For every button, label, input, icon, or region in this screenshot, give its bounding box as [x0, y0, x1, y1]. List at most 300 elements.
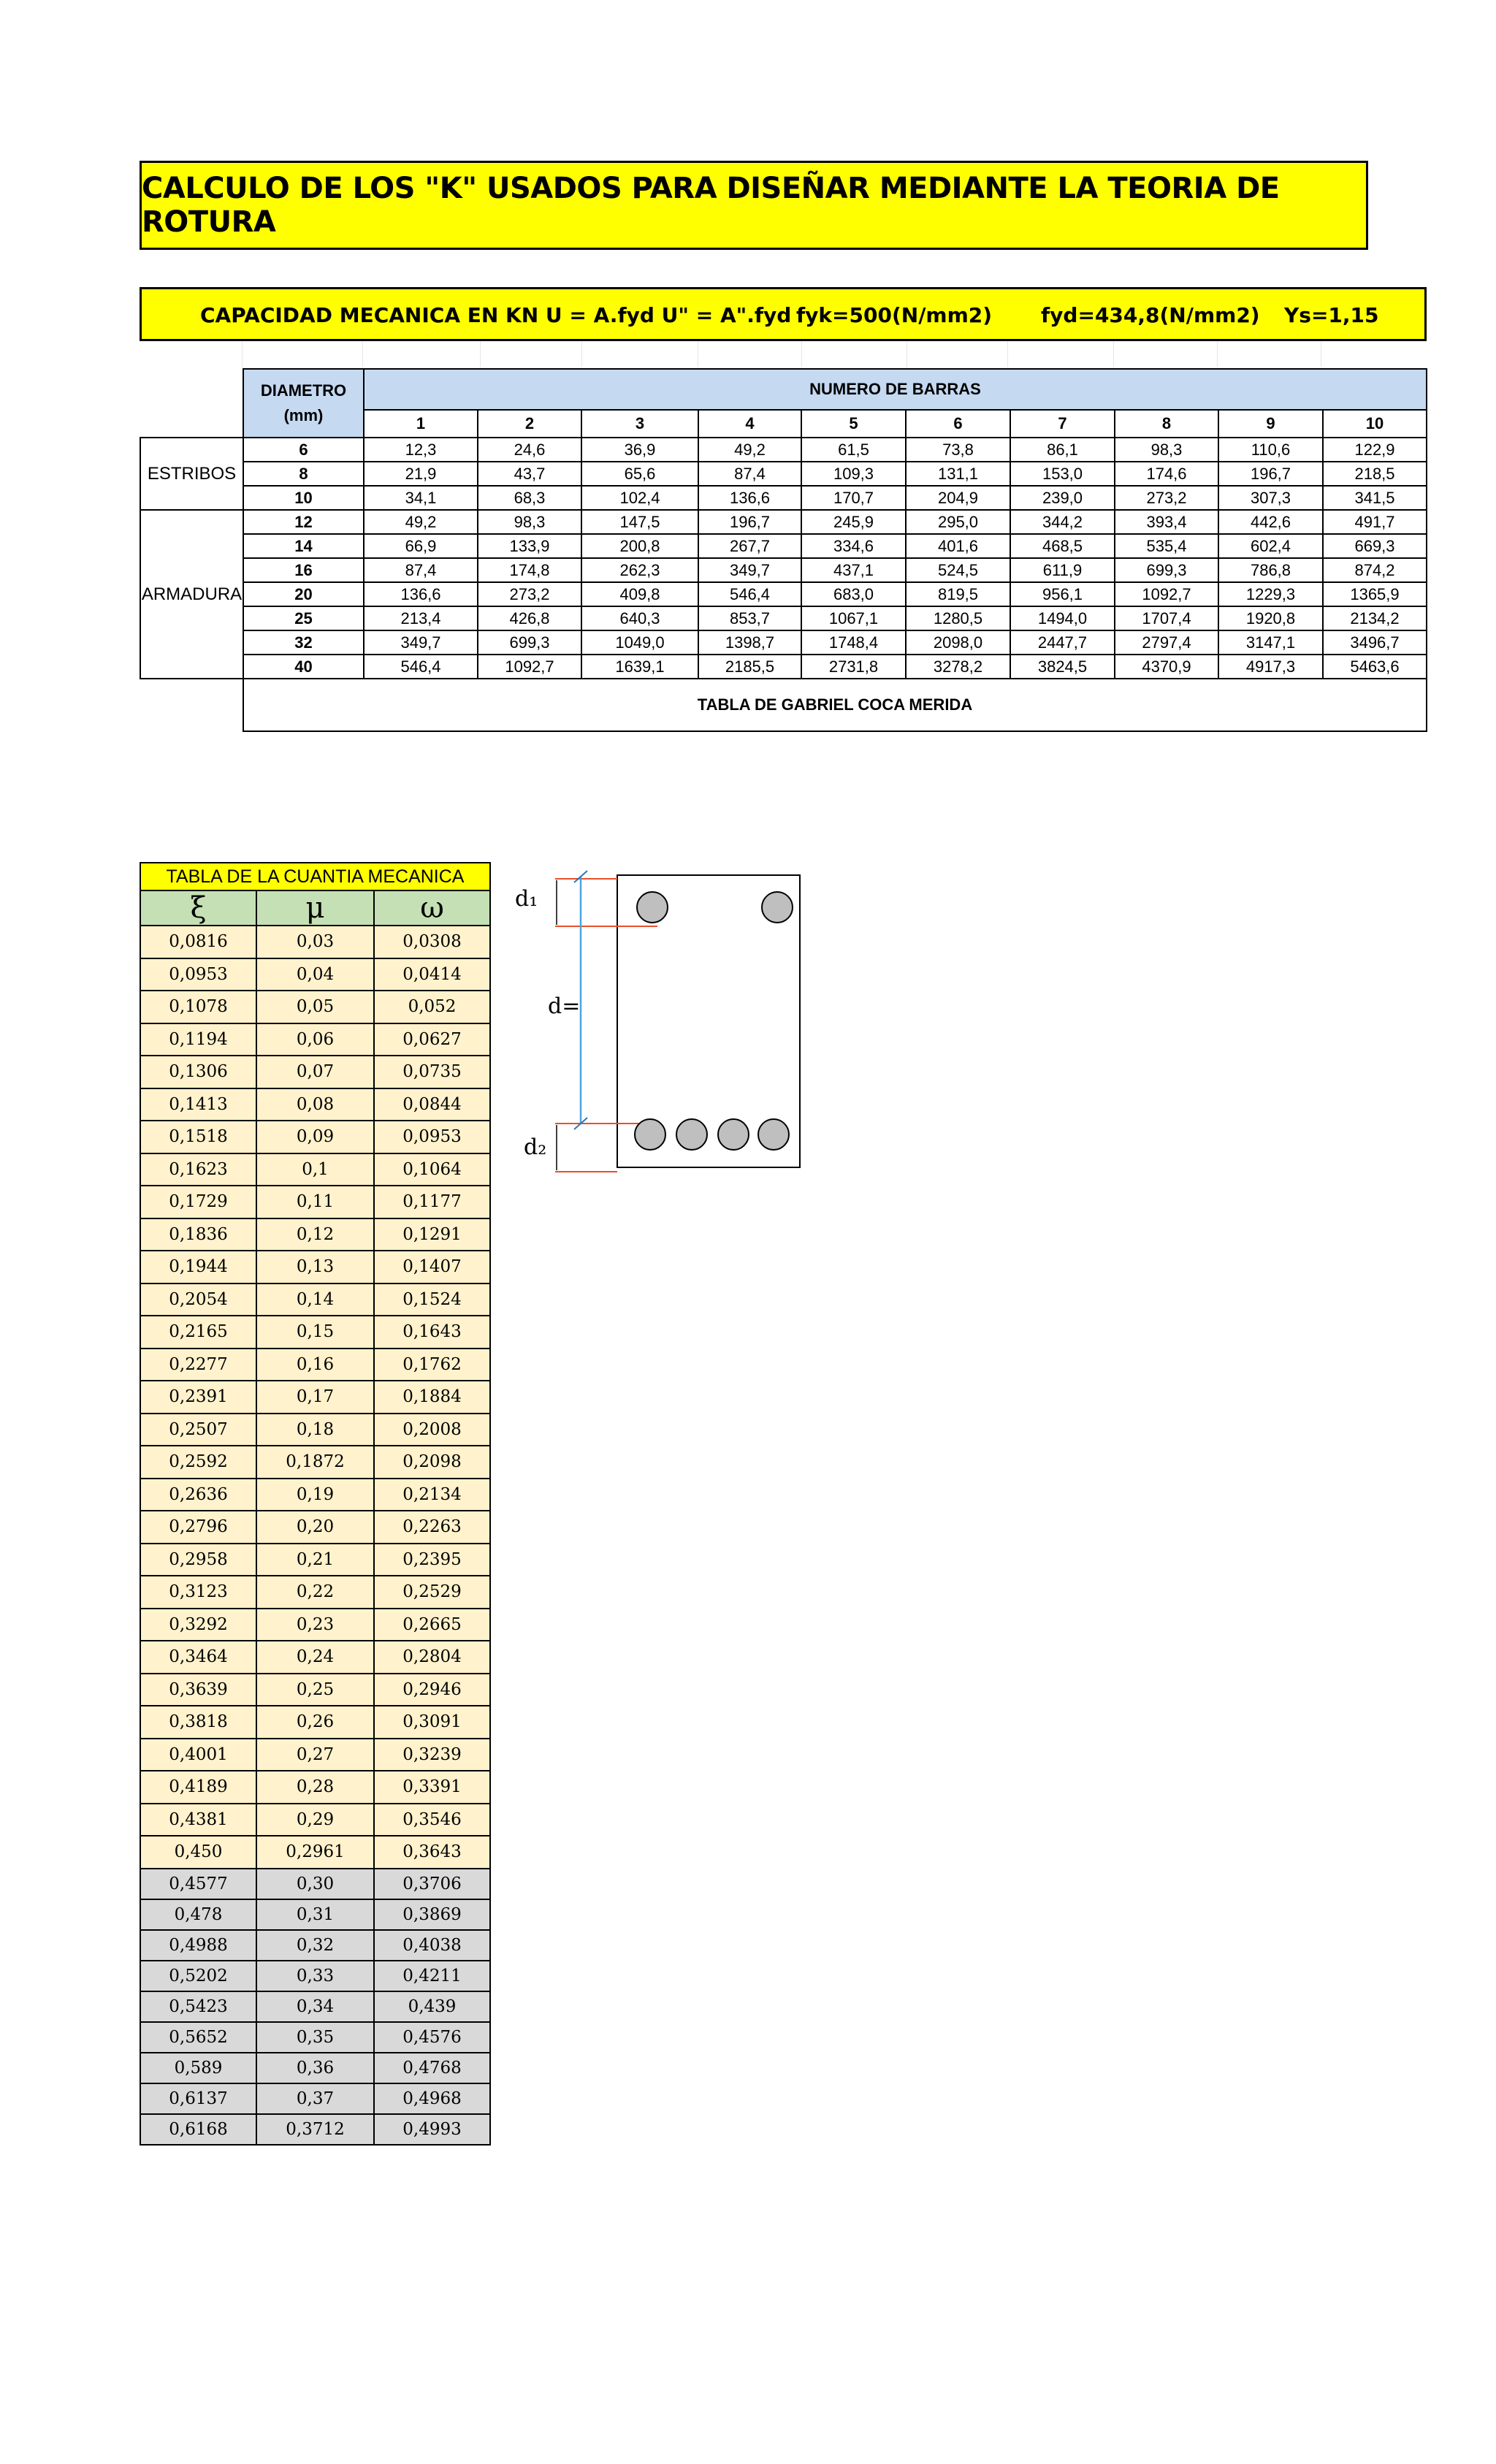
cuantia-cell: 0,5202	[140, 1961, 256, 1991]
capacity-cell: 468,5	[1010, 534, 1115, 558]
cuantia-cell: 0,1623	[140, 1153, 256, 1186]
cuantia-row	[140, 1414, 490, 1446]
capacity-cell: 334,6	[801, 534, 906, 558]
cuantia-row	[140, 1674, 490, 1706]
capacity-cell: 1494,0	[1010, 606, 1115, 630]
cuantia-cell: 0,3706	[374, 1869, 490, 1899]
cuantia-cell: 0,1291	[374, 1218, 490, 1251]
cuantia-cell: 0,2507	[140, 1414, 256, 1446]
capacity-cell: 12,3	[364, 438, 478, 462]
cuantia-cell: 0,3639	[140, 1674, 256, 1706]
capacity-cell: 133,9	[478, 534, 581, 558]
cuantia-cell: 0,2592	[140, 1446, 256, 1479]
k-table-row	[140, 582, 1427, 606]
cuantia-cell: 0,2529	[374, 1576, 490, 1609]
capacity-cell: 1639,1	[581, 655, 698, 679]
capacity-cell: 218,5	[1323, 462, 1427, 486]
capacity-cell: 1229,3	[1218, 582, 1323, 606]
cuantia-cell: 0,05	[256, 991, 374, 1023]
cuantia-cell: 0,0414	[374, 958, 490, 991]
cuantia-cell: 0,1836	[140, 1218, 256, 1251]
d-label: d=	[548, 993, 581, 1019]
top-rebar-1	[637, 892, 668, 923]
group-armadura: ARMADURA	[140, 510, 243, 679]
cuantia-cell: 0,03	[256, 926, 374, 958]
capacity-cell: 66,9	[364, 534, 478, 558]
capacity-cell: 61,5	[801, 438, 906, 462]
cuantia-row	[140, 1381, 490, 1414]
capacity-cell: 349,7	[364, 630, 478, 655]
cuantia-row	[140, 1899, 490, 1930]
cuantia-cell: 0,1762	[374, 1349, 490, 1381]
capacity-cell: 437,1	[801, 558, 906, 582]
capacity-cell: 87,4	[698, 462, 801, 486]
page-title: CALCULO DE LOS "K" USADOS PARA DISEÑAR MEDIANTE LA TEORIA DE ROTURA	[140, 161, 1368, 250]
cuantia-cell: 0,0816	[140, 926, 256, 958]
cuantia-row	[140, 1609, 490, 1641]
cuantia-cell: 0,3239	[374, 1739, 490, 1771]
k-capacity-table	[140, 368, 1427, 732]
cuantia-cell: 0,1306	[140, 1056, 256, 1088]
cuantia-cell: 0,4576	[374, 2022, 490, 2053]
capacity-cell: 1092,7	[478, 655, 581, 679]
cuantia-row	[140, 1023, 490, 1056]
cuantia-row	[140, 1641, 490, 1674]
cuantia-cell: 0,0953	[374, 1121, 490, 1153]
capacity-cell: 341,5	[1323, 486, 1427, 510]
cuantia-cell: 0,20	[256, 1511, 374, 1544]
capacity-cell: 669,3	[1323, 534, 1427, 558]
diameter-cell: 6	[243, 438, 364, 462]
capacity-cell: 267,7	[698, 534, 801, 558]
cuantia-row	[140, 1056, 490, 1088]
capacity-cell: 524,5	[906, 558, 1010, 582]
bar-count-header: 10	[1323, 410, 1427, 438]
bar-count-header: 1	[364, 410, 478, 438]
cuantia-cell: 0,1872	[256, 1446, 374, 1479]
cuantia-cell: 0,478	[140, 1899, 256, 1930]
capacity-cell: 3278,2	[906, 655, 1010, 679]
cuantia-cell: 0,2958	[140, 1544, 256, 1576]
capacity-cell: 1049,0	[581, 630, 698, 655]
cuantia-cell: 0,4189	[140, 1771, 256, 1804]
capacity-cell: 102,4	[581, 486, 698, 510]
capacity-cell: 2098,0	[906, 630, 1010, 655]
cuantia-row	[140, 2053, 490, 2083]
diameter-cell: 25	[243, 606, 364, 630]
bottom-rebar-4	[758, 1119, 789, 1150]
group-estribos: ESTRIBOS	[140, 438, 243, 510]
cuantia-cell: 0,1	[256, 1153, 374, 1186]
capacity-cell: 68,3	[478, 486, 581, 510]
diameter-cell: 20	[243, 582, 364, 606]
capacity-cell: 87,4	[364, 558, 478, 582]
capacity-cell: 2134,2	[1323, 606, 1427, 630]
capacity-cell: 1067,1	[801, 606, 906, 630]
cuantia-cell: 0,32	[256, 1930, 374, 1961]
capacity-cell: 2185,5	[698, 655, 801, 679]
cuantia-cell: 0,3123	[140, 1576, 256, 1609]
cuantia-cell: 0,3643	[374, 1836, 490, 1869]
capacity-cell: 1398,7	[698, 630, 801, 655]
capacity-cell: 43,7	[478, 462, 581, 486]
cuantia-cell: 0,052	[374, 991, 490, 1023]
capacity-formula: CAPACIDAD MECANICA EN KN U = A.fyd U" = A".fyd	[200, 303, 792, 327]
cuantia-cell: 0,2796	[140, 1511, 256, 1544]
capacity-cell: 295,0	[906, 510, 1010, 534]
capacity-cell: 344,2	[1010, 510, 1115, 534]
cuantia-row	[140, 1991, 490, 2022]
bars-header: NUMERO DE BARRAS	[364, 369, 1427, 410]
diameter-header	[243, 369, 364, 438]
cuantia-row	[140, 1804, 490, 1836]
cuantia-cell: 0,6168	[140, 2114, 256, 2145]
capacity-cell: 3496,7	[1323, 630, 1427, 655]
cuantia-cell: 0,2636	[140, 1479, 256, 1511]
top-rebar-2	[762, 892, 793, 923]
cuantia-cell: 0,13	[256, 1251, 374, 1284]
cuantia-cell: 0,0735	[374, 1056, 490, 1088]
cuantia-cell: 0,23	[256, 1609, 374, 1641]
spreadsheet-gridlines	[140, 341, 1427, 367]
capacity-cell: 3824,5	[1010, 655, 1115, 679]
capacity-cell: 611,9	[1010, 558, 1115, 582]
k-table-row	[140, 486, 1427, 510]
cuantia-row	[140, 1316, 490, 1349]
cuantia-row	[140, 1706, 490, 1739]
bar-count-header: 5	[801, 410, 906, 438]
cuantia-cell: 0,3091	[374, 1706, 490, 1739]
capacity-cell: 98,3	[478, 510, 581, 534]
cuantia-cell: 0,3292	[140, 1609, 256, 1641]
capacity-cell: 535,4	[1115, 534, 1218, 558]
cuantia-cell: 0,35	[256, 2022, 374, 2053]
capacity-cell: 98,3	[1115, 438, 1218, 462]
cuantia-cell: 0,2098	[374, 1446, 490, 1479]
cuantia-row	[140, 1930, 490, 1961]
capacity-cell: 819,5	[906, 582, 1010, 606]
cuantia-cell: 0,2395	[374, 1544, 490, 1576]
capacity-cell: 200,8	[581, 534, 698, 558]
cuantia-cell: 0,04	[256, 958, 374, 991]
capacity-cell: 86,1	[1010, 438, 1115, 462]
diameter-cell: 40	[243, 655, 364, 679]
cuantia-cell: 0,4038	[374, 1930, 490, 1961]
cuantia-cell: 0,1884	[374, 1381, 490, 1414]
cuantia-cell: 0,3464	[140, 1641, 256, 1674]
capacity-cell: 245,9	[801, 510, 906, 534]
k-table-row	[140, 462, 1427, 486]
cuantia-row	[140, 1251, 490, 1284]
cuantia-cell: 0,6137	[140, 2083, 256, 2114]
cuantia-cell: 0,4001	[140, 1739, 256, 1771]
cuantia-cell: 0,15	[256, 1316, 374, 1349]
capacity-cell: 170,7	[801, 486, 906, 510]
cuantia-cell: 0,2961	[256, 1836, 374, 1869]
cuantia-cell: 0,2165	[140, 1316, 256, 1349]
capacity-cell: 131,1	[906, 462, 1010, 486]
capacity-cell: 4370,9	[1115, 655, 1218, 679]
capacity-cell: 34,1	[364, 486, 478, 510]
capacity-cell: 349,7	[698, 558, 801, 582]
cuantia-row	[140, 2083, 490, 2114]
capacity-cell: 196,7	[698, 510, 801, 534]
cuantia-cell: 0,4968	[374, 2083, 490, 2114]
capacity-cell: 874,2	[1323, 558, 1427, 582]
capacity-cell: 401,6	[906, 534, 1010, 558]
cuantia-cell: 0,33	[256, 1961, 374, 1991]
k-table-row	[140, 510, 1427, 534]
cuantia-cell: 0,2665	[374, 1609, 490, 1641]
capacity-cell: 174,6	[1115, 462, 1218, 486]
cuantia-cell: 0,2391	[140, 1381, 256, 1414]
cuantia-cell: 0,24	[256, 1641, 374, 1674]
cuantia-row	[140, 1961, 490, 1991]
cuantia-row	[140, 1479, 490, 1511]
cuantia-row	[140, 991, 490, 1023]
cuantia-cell: 0,1524	[374, 1284, 490, 1316]
capacity-cell: 2731,8	[801, 655, 906, 679]
cuantia-cell: 0,5652	[140, 2022, 256, 2053]
cuantia-cell: 0,34	[256, 1991, 374, 2022]
cuantia-cell: 0,5423	[140, 1991, 256, 2022]
capacity-cell: 602,4	[1218, 534, 1323, 558]
cuantia-cell: 0,1643	[374, 1316, 490, 1349]
bar-count-header: 7	[1010, 410, 1115, 438]
capacity-cell: 204,9	[906, 486, 1010, 510]
cuantia-cell: 0,2008	[374, 1414, 490, 1446]
cuantia-cell: 0,12	[256, 1218, 374, 1251]
capacity-cell: 3147,1	[1218, 630, 1323, 655]
cuantia-header: ξ	[140, 890, 256, 926]
diameter-cell: 32	[243, 630, 364, 655]
cuantia-row	[140, 2114, 490, 2145]
cuantia-cell: 0,08	[256, 1088, 374, 1121]
cuantia-cell: 0,21	[256, 1544, 374, 1576]
cuantia-row	[140, 1446, 490, 1479]
bottom-rebar-3	[718, 1119, 749, 1150]
capacity-cell: 49,2	[364, 510, 478, 534]
cuantia-row	[140, 2022, 490, 2053]
cuantia-cell: 0,2263	[374, 1511, 490, 1544]
cuantia-cell: 0,28	[256, 1771, 374, 1804]
capacity-cell: 1748,4	[801, 630, 906, 655]
capacity-cell: 36,9	[581, 438, 698, 462]
cuantia-cell: 0,18	[256, 1414, 374, 1446]
cuantia-cell: 0,19	[256, 1479, 374, 1511]
cuantia-cell: 0,17	[256, 1381, 374, 1414]
cuantia-cell: 0,1944	[140, 1251, 256, 1284]
cuantia-cell: 0,3818	[140, 1706, 256, 1739]
k-table-row	[140, 558, 1427, 582]
cuantia-cell: 0,1078	[140, 991, 256, 1023]
cuantia-cell: 0,07	[256, 1056, 374, 1088]
d1-label: d₁	[515, 886, 538, 912]
capacity-cell: 73,8	[906, 438, 1010, 462]
bar-count-header: 8	[1115, 410, 1218, 438]
capacity-cell: 853,7	[698, 606, 801, 630]
d2-label: d₂	[524, 1134, 547, 1160]
diameter-cell: 16	[243, 558, 364, 582]
cuantia-cell: 0,1413	[140, 1088, 256, 1121]
cuantia-cell: 0,0953	[140, 958, 256, 991]
cuantia-cell: 0,29	[256, 1804, 374, 1836]
capacity-cell: 1365,9	[1323, 582, 1427, 606]
capacity-cell: 65,6	[581, 462, 698, 486]
bar-count-header: 9	[1218, 410, 1323, 438]
cuantia-cell: 0,1194	[140, 1023, 256, 1056]
cuantia-row	[140, 1121, 490, 1153]
k-table-row	[140, 534, 1427, 558]
capacity-cell: 153,0	[1010, 462, 1115, 486]
cuantia-cell: 0,30	[256, 1869, 374, 1899]
cuantia-cell: 0,27	[256, 1739, 374, 1771]
cuantia-cell: 0,0627	[374, 1023, 490, 1056]
capacity-cell: 273,2	[1115, 486, 1218, 510]
cuantia-cell: 0,09	[256, 1121, 374, 1153]
cuantia-header: μ	[256, 890, 374, 926]
cuantia-header: ω	[374, 890, 490, 926]
cuantia-cell: 0,4988	[140, 1930, 256, 1961]
cuantia-row	[140, 1186, 490, 1218]
capacity-cell: 393,4	[1115, 510, 1218, 534]
cuantia-cell: 0,4211	[374, 1961, 490, 1991]
k-table-row	[140, 655, 1427, 679]
cuantia-table	[140, 862, 491, 2145]
capacity-cell: 4917,3	[1218, 655, 1323, 679]
cuantia-row	[140, 958, 490, 991]
capacity-cell: 262,3	[581, 558, 698, 582]
capacity-cell: 2797,4	[1115, 630, 1218, 655]
capacity-cell: 683,0	[801, 582, 906, 606]
cuantia-cell: 0,25	[256, 1674, 374, 1706]
capacity-cell: 1707,4	[1115, 606, 1218, 630]
capacity-cell: 174,8	[478, 558, 581, 582]
capacity-cell: 5463,6	[1323, 655, 1427, 679]
capacity-cell: 491,7	[1323, 510, 1427, 534]
cuantia-cell: 0,16	[256, 1349, 374, 1381]
bar-count-header: 4	[698, 410, 801, 438]
capacity-cell: 24,6	[478, 438, 581, 462]
fyd-value: fyd=434,8(N/mm2)	[1041, 303, 1260, 327]
cuantia-cell: 0,1064	[374, 1153, 490, 1186]
cuantia-cell: 0,0308	[374, 926, 490, 958]
capacity-cell: 110,6	[1218, 438, 1323, 462]
cuantia-row	[140, 1771, 490, 1804]
capacity-cell: 122,9	[1323, 438, 1427, 462]
cuantia-cell: 0,14	[256, 1284, 374, 1316]
bar-count-header: 6	[906, 410, 1010, 438]
capacity-cell: 196,7	[1218, 462, 1323, 486]
cuantia-cell: 0,06	[256, 1023, 374, 1056]
capacity-cell: 21,9	[364, 462, 478, 486]
capacity-banner	[140, 287, 1427, 341]
capacity-cell: 640,3	[581, 606, 698, 630]
cuantia-row	[140, 1576, 490, 1609]
cuantia-cell: 0,31	[256, 1899, 374, 1930]
capacity-cell: 546,4	[364, 655, 478, 679]
bottom-rebar-1	[635, 1119, 665, 1150]
cuantia-title: TABLA DE LA CUANTIA MECANICA	[140, 863, 490, 890]
capacity-cell: 49,2	[698, 438, 801, 462]
capacity-cell: 699,3	[478, 630, 581, 655]
capacity-cell: 956,1	[1010, 582, 1115, 606]
capacity-cell: 1920,8	[1218, 606, 1323, 630]
cuantia-cell: 0,3869	[374, 1899, 490, 1930]
cuantia-cell: 0,4577	[140, 1869, 256, 1899]
cuantia-row	[140, 1739, 490, 1771]
capacity-cell: 426,8	[478, 606, 581, 630]
cuantia-cell: 0,26	[256, 1706, 374, 1739]
capacity-cell: 239,0	[1010, 486, 1115, 510]
cuantia-cell: 0,11	[256, 1186, 374, 1218]
capacity-cell: 409,8	[581, 582, 698, 606]
cuantia-cell: 0,36	[256, 2053, 374, 2083]
cuantia-cell: 0,2804	[374, 1641, 490, 1674]
cuantia-cell: 0,2946	[374, 1674, 490, 1706]
cuantia-row	[140, 1349, 490, 1381]
cuantia-cell: 0,1518	[140, 1121, 256, 1153]
k-table-row	[140, 606, 1427, 630]
cuantia-cell: 0,2054	[140, 1284, 256, 1316]
capacity-cell: 1092,7	[1115, 582, 1218, 606]
diameter-cell: 12	[243, 510, 364, 534]
cuantia-cell: 0,0844	[374, 1088, 490, 1121]
cuantia-row	[140, 1544, 490, 1576]
cuantia-row	[140, 1153, 490, 1186]
cuantia-cell: 0,2134	[374, 1479, 490, 1511]
cuantia-cell: 0,4768	[374, 2053, 490, 2083]
capacity-cell: 307,3	[1218, 486, 1323, 510]
cuantia-cell: 0,589	[140, 2053, 256, 2083]
beam-section-diagram	[504, 862, 825, 1183]
cuantia-row	[140, 1284, 490, 1316]
cuantia-cell: 0,3391	[374, 1771, 490, 1804]
cuantia-row	[140, 1869, 490, 1899]
cuantia-row	[140, 1836, 490, 1869]
cuantia-cell: 0,22	[256, 1576, 374, 1609]
cuantia-cell: 0,3546	[374, 1804, 490, 1836]
cuantia-row	[140, 926, 490, 958]
diameter-cell: 8	[243, 462, 364, 486]
capacity-cell: 2447,7	[1010, 630, 1115, 655]
capacity-cell: 786,8	[1218, 558, 1323, 582]
diameter-header-label: DIAMETRO	[260, 381, 347, 400]
diameter-cell: 10	[243, 486, 364, 510]
capacity-cell: 273,2	[478, 582, 581, 606]
cuantia-cell: 0,3712	[256, 2114, 374, 2145]
capacity-cell: 546,4	[698, 582, 801, 606]
fyk-value: fyk=500(N/mm2)	[796, 303, 993, 327]
k-table-row	[140, 630, 1427, 655]
cuantia-row	[140, 1511, 490, 1544]
capacity-cell: 136,6	[698, 486, 801, 510]
bar-count-header: 3	[581, 410, 698, 438]
cuantia-row	[140, 1218, 490, 1251]
capacity-cell: 442,6	[1218, 510, 1323, 534]
cuantia-cell: 0,450	[140, 1836, 256, 1869]
cuantia-cell: 0,37	[256, 2083, 374, 2114]
k-table-row	[140, 438, 1427, 462]
cuantia-row	[140, 1088, 490, 1121]
ys-value: Ys=1,15	[1284, 303, 1379, 327]
cuantia-cell: 0,4993	[374, 2114, 490, 2145]
capacity-cell: 1280,5	[906, 606, 1010, 630]
capacity-cell: 699,3	[1115, 558, 1218, 582]
cuantia-cell: 0,1177	[374, 1186, 490, 1218]
capacity-cell: 136,6	[364, 582, 478, 606]
diameter-cell: 14	[243, 534, 364, 558]
